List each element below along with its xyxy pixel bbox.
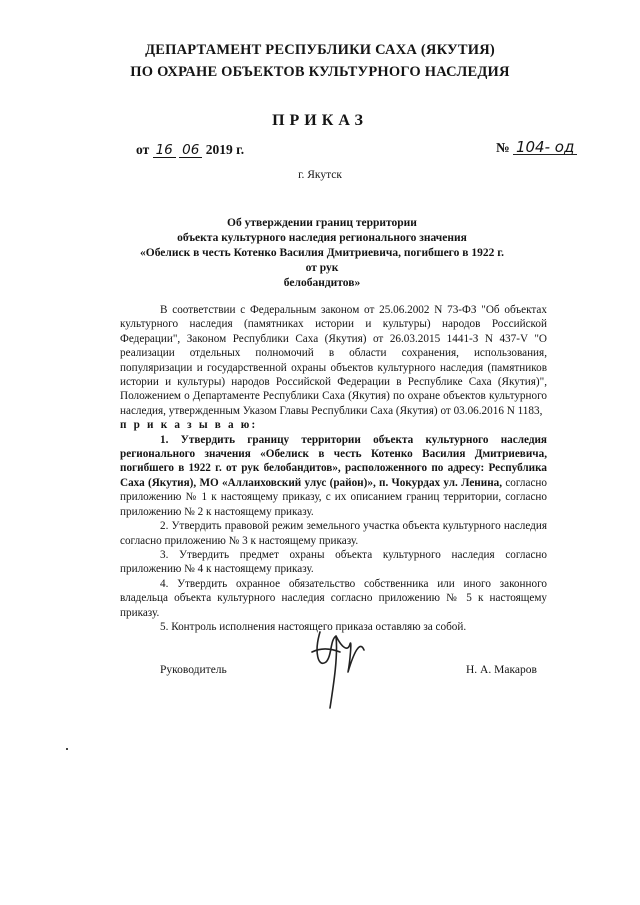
order-date <box>136 142 244 158</box>
date-year: 2019 г. <box>205 142 245 157</box>
signatory-name: Н. А. Макаров <box>466 664 537 676</box>
handwritten-signature <box>290 622 380 714</box>
subject-line1: Об утверждении границ территории <box>227 217 417 229</box>
subject-line3: «Обелиск в честь Котенко Василия Дмитриевича, погибшего в 1922 г. от рук <box>140 247 504 274</box>
item-3: 3. Утвердить предмет охраны объекта культурного наследия согласно приложению № 4 к настоящему приказу. <box>120 548 547 576</box>
item-5: 5. Контроль исполнения настоящего приказа оставляю за собой. <box>160 620 467 633</box>
department-name-line2: ПО ОХРАНЕ ОБЪЕКТОВ КУЛЬТУРНОГО НАСЛЕДИЯ <box>130 64 510 80</box>
number-value: 104- од <box>513 141 577 155</box>
date-prefix: от <box>136 142 150 157</box>
subject-line4: белобандитов» <box>283 277 361 289</box>
order-subject <box>140 216 504 291</box>
preamble: В соответствии с Федеральным законом от 25.06.2002 N 73-ФЗ "Об объектах культурного наследия (памятниках истории и культуры) народов Российской Федерации", Законом Республики Саха (Якутия) от 26.03.2015 1441-З N 437-V "О реализации отдельных полномочий в области сохранения, использования, популяризации и государственной охраны объектов культурного наследия (памятников истории и культуры) народов Российской Федерации в Республике Саха (Якутия)", Положением о Департаменте Республики Саха (Якутия) по охране объектов культурного наследия, утвержденным Указом Главы Республики Саха (Якутия) от 03.06.2016 N 1183, <box>120 304 547 417</box>
item-1 <box>120 433 547 519</box>
item-2: 2. Утвердить правовой режим земельного участка объекта культурного наследия согласно приложению № 3 к настоящему приказу. <box>120 520 547 547</box>
order-word: п р и к а з ы в а ю: <box>120 419 258 432</box>
subject-line2: объекта культурного наследия регионального значения <box>177 232 467 244</box>
signatory-role: Руководитель <box>160 664 227 676</box>
item-1-rest: согласно приложению № 1 к настоящему приказу, с их описанием границ территории, согласно приложению № 2 к настоящему приказу. <box>120 476 547 518</box>
date-day: 16 <box>153 144 176 158</box>
order-body <box>120 303 547 634</box>
date-month: 06 <box>179 144 202 158</box>
department-name-line1: ДЕПАРТАМЕНТ РЕСПУБЛИКИ САХА (ЯКУТИЯ) <box>145 42 495 58</box>
city: г. Якутск <box>298 169 342 181</box>
item-1-bold: 1. Утвердить границу территории объекта культурного наследия регионального значения «Обелиск в честь Котенко Василия Дмитриевича, погибшего в 1922 г. от рук белобандитов», расположенного по адресу: Республика Саха (Якутия), МО «Аллаиховский улус (район)», п. Чокурдах ул. Ленина, <box>120 433 547 489</box>
number-prefix: № <box>496 140 510 155</box>
scan-speck <box>66 748 68 750</box>
order-number <box>496 140 577 156</box>
document-title: ПРИКАЗ <box>272 112 368 129</box>
item-4: 4. Утвердить охранное обязательство собственника или иного законного владельца объекта культурного наследия согласно приложению № 5 к настоящему приказу. <box>120 577 547 619</box>
